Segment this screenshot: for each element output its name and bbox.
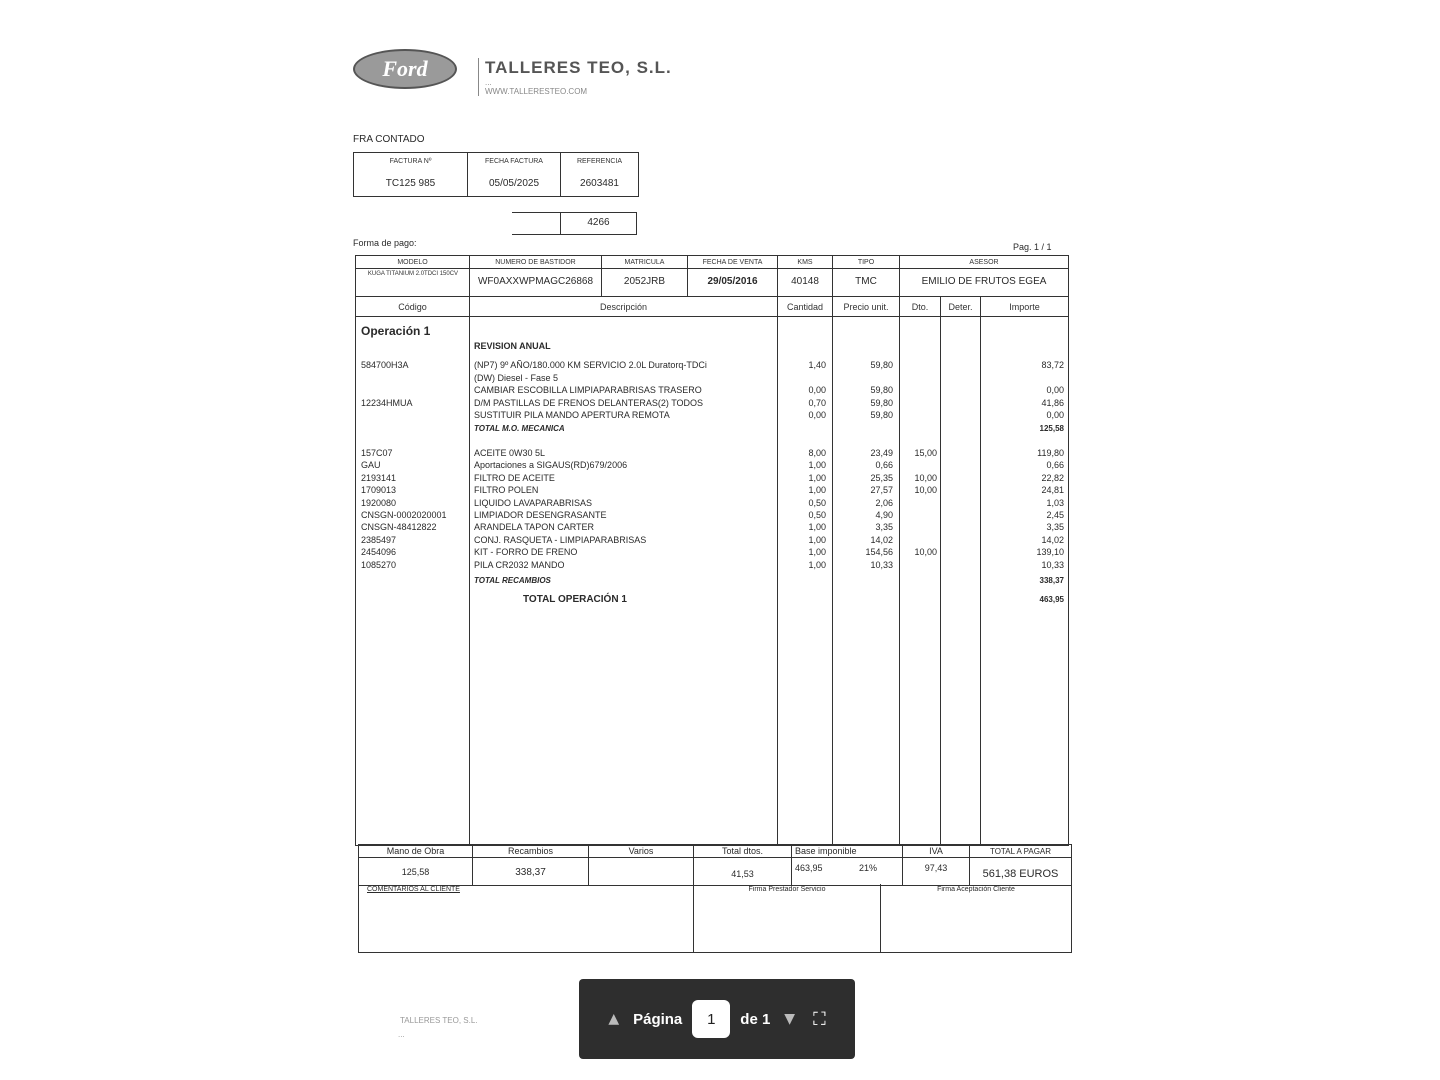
line-desc: (NP7) 9º AÑO/180.000 KM SERVICIO 2.0L Duratorq-TDCi [474,360,707,370]
line-qty: 0,50 [808,510,826,520]
line-qty: 1,40 [808,360,826,370]
line-price: 25,35 [870,472,893,483]
col-header-dto: Dto. [911,302,929,312]
line-desc: (DW) Diesel - Fase 5 [474,372,559,383]
company-website: WWW.TALLERESTEO.COM [485,87,588,96]
line-qty: 1,00 [808,472,826,483]
base-pct: 21% [859,863,878,873]
line-desc: SUSTITUIR PILA MANDO APERTURA REMOTA [474,410,670,420]
line-qty: 1,00 [808,547,826,558]
invoice-type: FRA CONTADO [353,134,425,145]
line-qty: 0,00 [808,385,826,395]
recambios-label: Recambios [507,846,554,856]
chevron-up-icon[interactable]: ▲ [604,1007,623,1031]
line-amount: 24,81 [1041,485,1064,496]
line-desc: PILA CR2032 MANDO [474,559,565,570]
ford-logo-text: Ford [382,56,428,81]
vehicle-header-modelo: MODELO [397,259,428,266]
vehicle-header-tipo: TIPO [857,259,875,266]
total-rec-label: TOTAL RECAMBIOS [474,576,551,585]
invoice-meta-box [353,152,639,197]
total-op-label: TOTAL OPERACIÓN 1 [523,594,627,605]
company-name: TALLERES TEO, S.L. [485,58,672,77]
vehicle-asesor: EMILIO DE FRUTOS EGEA [921,276,1047,287]
vehicle-header-fecha-venta: FECHA DE VENTA [702,259,763,266]
footer-details: ... [398,1030,405,1039]
line-code: 2454096 [361,547,397,558]
total-pagar-label: TOTAL A PAGAR [989,847,1052,856]
totals-band [358,844,1072,886]
iva-label: IVA [929,846,943,856]
line-qty: 1,00 [808,460,826,471]
col-header-cantidad: Cantidad [786,302,824,312]
line-code: 2193141 [361,472,397,483]
ford-logo [353,49,457,89]
company-header [478,58,672,96]
vehicle-tipo: TMC [855,276,877,287]
vehicle-header-kms: KMS [797,259,813,266]
line-price: 59,80 [870,397,893,408]
line-amount: 14,02 [1041,534,1064,545]
vehicle-matricula: 2052JRB [623,276,666,287]
line-amount: 0,00 [1046,385,1064,395]
line-amount: 2,45 [1046,510,1064,520]
line-amount: 22,82 [1041,472,1064,483]
fullscreen-icon[interactable]: ⛶ [809,1005,830,1034]
recambios-value: 338,37 [515,867,546,878]
chevron-down-icon[interactable]: ▼ [780,1007,799,1031]
total-dtos-value: 41,53 [731,869,754,879]
line-dto: 10,00 [914,485,937,496]
line-code: 584700H3A [361,360,409,370]
fecha-label: FECHA FACTURA [485,158,543,165]
line-desc: FILTRO POLEN [474,485,539,496]
line-dto: 10,00 [914,472,937,483]
varios-label: Varios [628,846,654,856]
line-code: 1085270 [361,559,397,570]
total-mo-label: TOTAL M.O. MECANICA [474,424,565,433]
line-price: 3,35 [875,522,893,533]
line-desc: Aportaciones a SIGAUS(RD)679/2006 [474,460,628,471]
line-amount: 10,33 [1041,559,1064,570]
factura-value: TC125 985 [385,178,436,189]
vehicle-fecha-venta: 29/05/2016 [707,276,758,287]
line-amount: 0,66 [1046,460,1064,471]
operation-title: Operación 1 [361,324,431,338]
line-price: 10,33 [870,559,893,570]
total-op-value: 463,95 [1039,595,1064,604]
vehicle-bastidor: WF0AXXWPMAGC26868 [477,276,594,287]
footer-company: TALLERES TEO, S.L. [400,1016,478,1025]
page-number-input[interactable] [692,1000,730,1038]
col-header-deter: Deter. [948,302,973,312]
referencia-label: REFERENCIA [576,158,623,165]
line-qty: 0,70 [808,397,826,408]
line-amount: 83,72 [1041,360,1064,370]
line-price: 4,90 [875,510,893,520]
vehicle-header-matricula: MATRICULA [624,259,665,266]
line-code: 157C07 [361,448,393,458]
line-qty: 8,00 [808,448,826,458]
line-price: 59,80 [870,385,893,395]
line-amount: 119,80 [1037,448,1064,458]
mano-obra-label: Mano de Obra [386,846,445,856]
line-amount: 41,86 [1041,397,1064,408]
line-price: 154,56 [865,547,893,558]
section-title: REVISION ANUAL [474,341,551,351]
page-label: Página [633,1010,683,1028]
line-amount: 139,10 [1036,547,1064,558]
firma-prestador-label: Firma Prestador Servicio [748,886,826,893]
vehicle-kms: 40148 [791,276,819,287]
line-price: 23,49 [870,448,893,458]
line-price: 14,02 [870,534,893,545]
line-price: 0,66 [875,460,893,471]
line-desc: D/M PASTILLAS DE FRENOS DELANTERAS(2) TODOS [474,397,704,408]
pdf-page-toolbar [579,979,855,1059]
iva-value: 97,43 [924,863,948,873]
page-count: Pag. 1 / 1 [1013,242,1052,252]
vehicle-modelo: KUGA TITANIUM 2.0TDCI 150CV [367,271,459,277]
line-qty: 1,00 [808,485,826,496]
total-pagar-value: 561,38 EUROS [982,868,1059,880]
line-amount: 1,03 [1046,497,1064,508]
line-dto: 10,00 [914,547,937,558]
line-price: 2,06 [875,497,893,508]
extra-ref-box [512,212,637,235]
firma-cliente-label: Firma Aceptación Cliente [937,886,1015,893]
page-total: de 1 [740,1010,771,1028]
line-qty: 1,00 [808,559,826,570]
line-price: 59,80 [870,410,893,420]
line-qty: 0,50 [808,497,826,508]
line-code: CNSGN-48412822 [361,522,437,533]
line-amount: 3,35 [1046,522,1064,533]
line-desc: CAMBIAR ESCOBILLA LIMPIAPARABRISAS TRASERO [474,385,702,395]
total-mo-value: 125,58 [1039,424,1064,433]
col-header-codigo: Código [398,302,427,312]
line-desc: FILTRO DE ACEITE [474,472,555,483]
line-code: 12234HMUA [361,397,413,408]
line-qty: 1,00 [808,534,826,545]
line-amount: 0,00 [1046,410,1064,420]
line-code: 1709013 [361,485,397,496]
line-code: 1920080 [361,497,397,508]
line-desc: KIT - FORRO DE FRENO [474,547,578,558]
line-qty: 1,00 [808,522,826,533]
line-dto: 15,00 [914,448,937,458]
col-header-importe: Importe [1009,302,1040,312]
signature-area [358,884,1072,953]
total-dtos-label: Total dtos. [721,846,764,856]
total-rec-value: 338,37 [1039,576,1064,585]
line-price: 27,57 [870,485,893,496]
forma-pago: Forma de pago: [353,238,417,248]
comentarios-label: COMENTARIOS AL CLIENTE [367,886,460,893]
line-desc: CONJ. RASQUETA - LIMPIAPARABRISAS [474,534,647,545]
vehicle-header-bastidor: NUMERO DE BASTIDOR [495,259,576,266]
line-price: 59,80 [870,360,893,370]
col-header-descripcion: Descripción [599,302,648,312]
col-header-precio: Precio unit. [843,302,889,312]
base-value: 463,95 [795,863,823,873]
factura-label: FACTURA Nº [389,158,432,165]
referencia-value: 2603481 [580,178,619,189]
extra-ref-value: 4266 [587,217,610,228]
line-code: CNSGN-0002020001 [361,510,447,520]
mano-obra-value: 125,58 [401,867,430,877]
line-code: GAU [361,460,381,471]
line-desc: LIMPIADOR DESENGRASANTE [474,510,607,520]
vehicle-header-asesor: ASESOR [969,259,999,266]
lines-table [355,255,1069,846]
line-desc: LIQUIDO LAVAPARABRISAS [474,497,593,508]
fecha-value: 05/05/2025 [488,178,540,189]
line-desc: ACEITE 0W30 5L [474,448,546,458]
base-label: Base imponible [795,846,857,856]
line-code: 2385497 [361,534,397,545]
line-qty: 0,00 [808,410,826,420]
company-sub-line: ... [485,78,492,87]
line-desc: ARANDELA TAPON CARTER [474,522,595,533]
